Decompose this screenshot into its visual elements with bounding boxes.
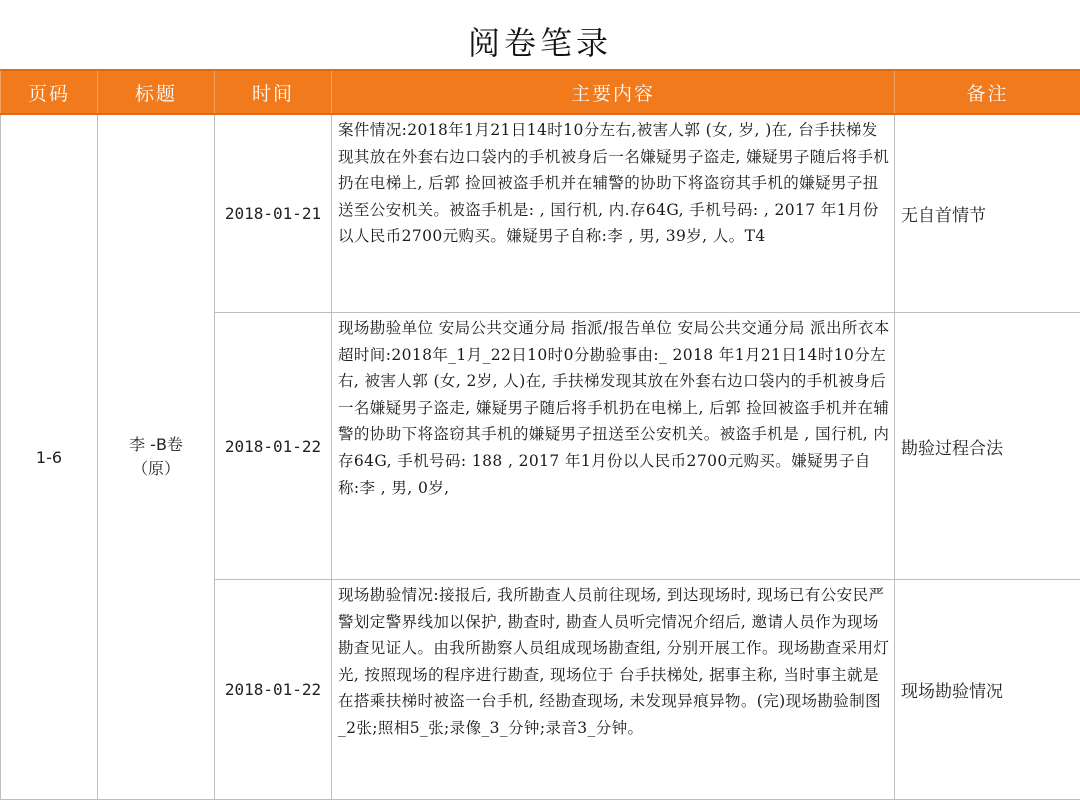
remark-cell: 无自首情节 xyxy=(895,114,1080,313)
time-cell: 2018-01-22 xyxy=(215,580,332,800)
remark-cell: 勘验过程合法 xyxy=(895,313,1080,580)
header-time: 时间 xyxy=(215,70,332,114)
reading-record-table xyxy=(0,69,1080,800)
page-title: 阅卷笔录 xyxy=(0,18,1080,64)
header-title: 标题 xyxy=(98,70,215,114)
content-cell: 现场勘验单位 安局公共交通分局 指派/报告单位 安局公共交通分局 派出所衣本超时间:2018年_1月_22日10时0分勘验事由:_ 2018 年1月21日14时10分左右, 被害人郭 (女, 2岁, 人)在, 手扶梯发现其放在外套右边口袋内的手机被身后一名嫌疑男子盗走, 嫌疑男子随后将手机扔在电梯上, 后郭 捡回被盗手机并在辅警的协助下将盗窃其手机的嫌疑男子扭送至公安机关。被盗手机是 , 国行机, 内存64G, 手机号码: 188 , 2017 年1月份以人民币2700元购买。嫌疑男子自称:李 , 男, 0岁, xyxy=(332,313,895,580)
doc-title-cell xyxy=(98,114,215,800)
doc-title-line1: 李 -B卷 xyxy=(98,433,214,457)
doc-title-line2: （原） xyxy=(98,457,214,481)
table-row xyxy=(1,114,1080,313)
content-cell: 现场勘验情况:接报后, 我所勘查人员前往现场, 到达现场时, 现场已有公安民严警划定警界线加以保护, 勘查时, 勘查人员听完情况介绍后, 邀请人员作为现场勘查见证人。由我所勘察人员组成现场勘查组, 分别开展工作。现场勘查采用灯光, 按照现场的程序进行勘查, 现场位于 台手扶梯处, 据事主称, 当时事主就是在搭乘扶梯时被盗一台手机, 经勘查现场, 未发现异痕异物。(完)现场勘验制图_2张;照相5_张;录像_3_分钟;录音3_分钟。 xyxy=(332,580,895,800)
remark-cell: 现场勘验情况 xyxy=(895,580,1080,800)
content-cell: 案件情况:2018年1月21日14时10分左右,被害人郭 (女, 岁, )在, 台手扶梯发现其放在外套右边口袋内的手机被身后一名嫌疑男子盗走, 嫌疑男子随后将手机扔在电梯上, 后郭 捡回被盗手机并在辅警的协助下将盗窃其手机的嫌疑男子扭送至公安机关。被盗手机是: , 国行机, 内.存64G, 手机号码: , 2017 年1月份以人民币2700元购买。嫌疑男子自称:李 , 男, 39岁, 人。T4 xyxy=(332,114,895,313)
header-remark: 备注 xyxy=(895,70,1080,114)
time-cell: 2018-01-21 xyxy=(215,114,332,313)
page-range-cell: 1-6 xyxy=(1,114,98,800)
time-cell: 2018-01-22 xyxy=(215,313,332,580)
table-header-row xyxy=(1,70,1080,114)
header-content: 主要内容 xyxy=(332,70,895,114)
header-page: 页码 xyxy=(1,70,98,114)
